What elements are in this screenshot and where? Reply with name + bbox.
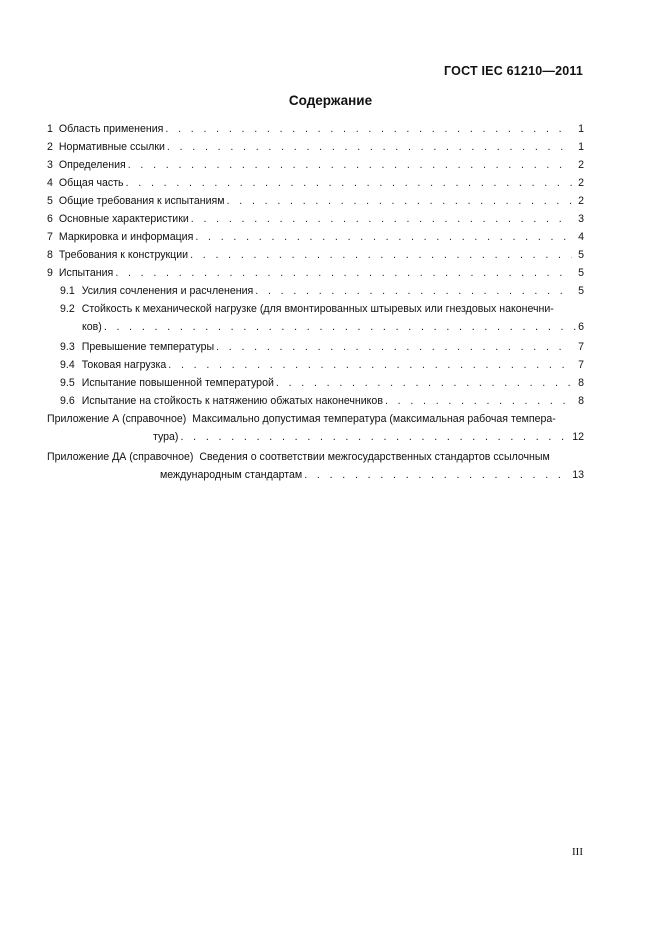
toc-entry-number: 1 (47, 123, 53, 135)
toc-entry-5[interactable] (47, 192, 584, 210)
toc-entry-6[interactable] (47, 210, 584, 228)
dot-leader (104, 318, 576, 336)
toc-entry-page: 8 (578, 395, 584, 407)
standard-designation: ГОСТ IEC 61210—2011 (444, 64, 583, 78)
toc-entry-page: 5 (578, 285, 584, 297)
dot-leader (191, 210, 572, 228)
toc-entry-3[interactable] (47, 156, 584, 174)
toc-entry-number: 7 (47, 231, 53, 243)
toc-entry-title: Маркировка и информация (58, 231, 194, 243)
toc-entry-number: 9.4 (60, 359, 75, 371)
dot-leader (276, 374, 572, 392)
toc-entry-title: Нормативные ссылки (58, 141, 165, 153)
toc-entry-number: 9 (47, 267, 53, 279)
toc-entry-title: Испытание повышенной температурой (81, 377, 274, 389)
toc-entry-title: Стойкость к механической нагрузке (для вмонтированных штыревых или гнездовых наконечни- (81, 303, 554, 315)
toc-annex-da[interactable] (47, 448, 584, 484)
annex-title-continuation: тура) (153, 431, 179, 443)
toc-entry-page: 7 (578, 359, 584, 371)
annex-title-continuation: международным стандартам (160, 469, 303, 481)
toc-entry-page: 5 (578, 249, 584, 261)
toc-entry-title-continuation: ков) (82, 321, 102, 333)
toc-entry-page: 1 (578, 123, 584, 135)
toc-entry-title: Общие требования к испытаниям (58, 195, 225, 207)
toc-entry-title: Испытания (58, 267, 114, 279)
toc-entry-title: Определения (58, 159, 126, 171)
toc-entry-number: 9.5 (60, 377, 75, 389)
dot-leader (128, 156, 572, 174)
dot-leader (115, 264, 572, 282)
toc-entry-page: 3 (578, 213, 584, 225)
toc-entry-title: Превышение температуры (81, 341, 215, 353)
toc-entry-number: 9.2 (60, 303, 75, 315)
toc-entry-title: Токовая нагрузка (81, 359, 167, 371)
toc-entry-9[interactable] (47, 264, 584, 282)
annex-title: Сведения о соответствии межгосударственных стандартов ссылочным (199, 451, 550, 463)
toc-entry-page: 2 (578, 159, 584, 171)
toc-annex-a[interactable] (47, 410, 584, 446)
dot-leader (126, 174, 572, 192)
toc-entry-2[interactable] (47, 138, 584, 156)
toc-entry-number: 8 (47, 249, 53, 261)
toc-entry-title: Основные характеристики (58, 213, 189, 225)
toc-entry-number: 2 (47, 141, 53, 153)
page-title: Содержание (288, 93, 373, 108)
annex-title: Максимально допустимая температура (максимальная рабочая темпера- (192, 413, 556, 425)
toc-entry-number: 9.3 (60, 341, 75, 353)
toc-entry-9-5[interactable] (47, 374, 584, 392)
toc-entry-page: 2 (578, 195, 584, 207)
toc-entry-title: Испытание на стойкость к натяжению обжатых наконечников (81, 395, 383, 407)
toc-entry-number: 9.1 (60, 285, 75, 297)
toc-entry-title: Общая часть (58, 177, 124, 189)
toc-entry-4[interactable] (47, 174, 584, 192)
toc-entry-page: 1 (578, 141, 584, 153)
toc-entry-number: 4 (47, 177, 53, 189)
annex-page: 12 (572, 431, 584, 443)
dot-leader (255, 282, 572, 300)
toc-entry-8[interactable] (47, 246, 584, 264)
dot-leader (304, 466, 570, 484)
toc-entry-1[interactable] (47, 120, 584, 138)
toc-entry-page: 5 (578, 267, 584, 279)
toc-entry-page: 4 (578, 231, 584, 243)
toc-entry-title: Требования к конструкции (58, 249, 189, 261)
dot-leader (216, 338, 572, 356)
annex-page: 13 (572, 469, 584, 481)
toc-entry-9-1[interactable] (47, 282, 584, 300)
dot-leader (167, 138, 572, 156)
page-number: III (572, 846, 583, 858)
toc-entry-page: 8 (578, 377, 584, 389)
toc-entry-7[interactable] (47, 228, 584, 246)
annex-label: Приложение А (справочное) (47, 413, 187, 425)
toc-entry-number: 5 (47, 195, 53, 207)
annex-label: Приложение ДА (справочное) (47, 451, 194, 463)
toc-entry-9-2[interactable] (47, 300, 584, 336)
toc-entry-9-3[interactable] (47, 338, 584, 356)
toc-entry-page: 2 (578, 177, 584, 189)
dot-leader (165, 120, 572, 138)
dot-leader (180, 428, 570, 446)
toc-entry-number: 3 (47, 159, 53, 171)
dot-leader (385, 392, 572, 410)
toc-entry-title: Усилия сочленения и расчленения (81, 285, 254, 297)
dot-leader (190, 246, 572, 264)
toc-entry-page: 6 (578, 321, 584, 333)
dot-leader (195, 228, 572, 246)
dot-leader (227, 192, 572, 210)
toc-entry-9-6[interactable] (47, 392, 584, 410)
toc-entry-9-4[interactable] (47, 356, 584, 374)
toc-entry-number: 6 (47, 213, 53, 225)
table-of-contents (47, 120, 584, 486)
toc-entry-title: Область применения (58, 123, 164, 135)
toc-entry-number: 9.6 (60, 395, 75, 407)
toc-entry-page: 7 (578, 341, 584, 353)
dot-leader (168, 356, 572, 374)
